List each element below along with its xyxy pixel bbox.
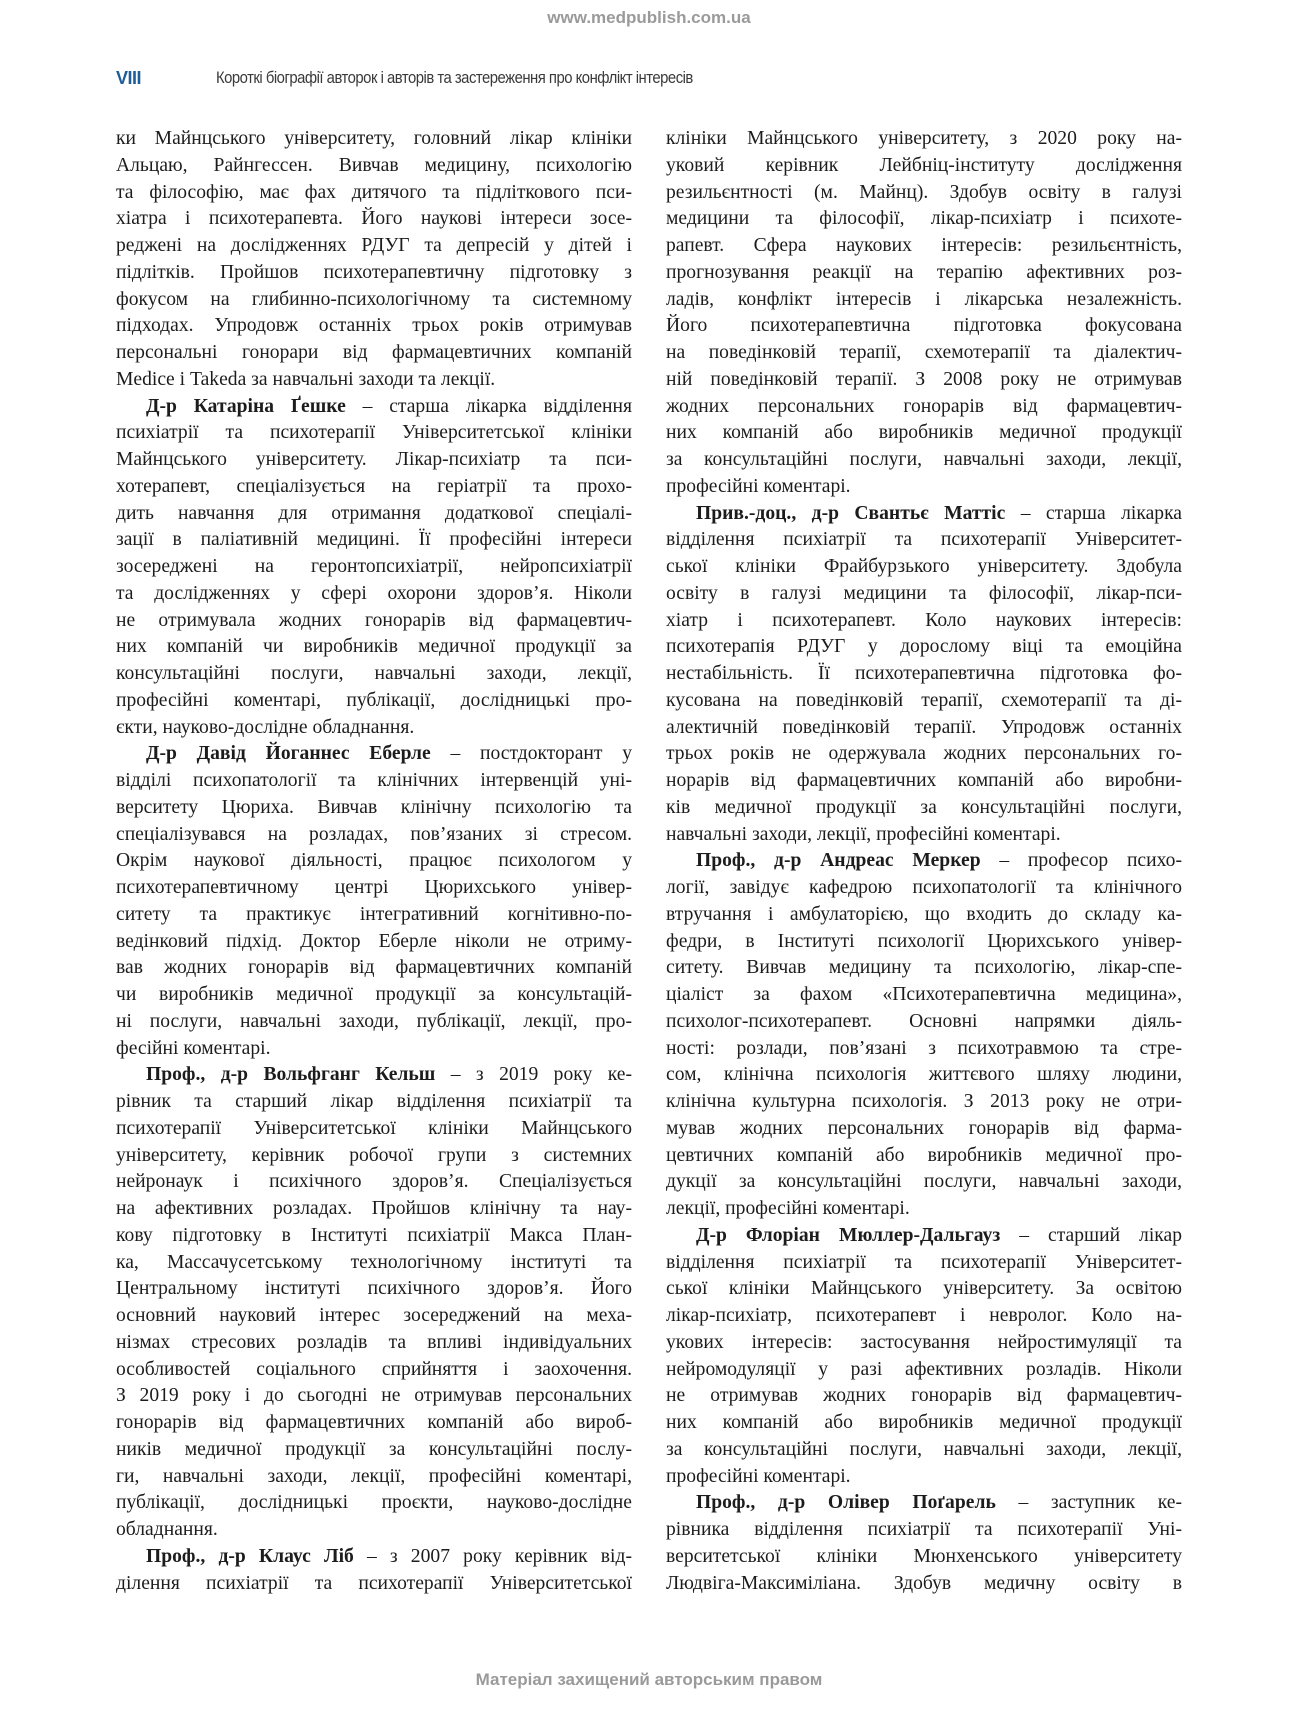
text-line <box>666 554 1182 581</box>
line-text: ділення психіатрії та психотерапії Університетської <box>116 1572 632 1594</box>
line-text: фесійні коментарі. <box>116 1037 271 1059</box>
line-text: З 2019 року і до сьогодні не отримував персональних <box>116 1385 632 1407</box>
line-text: Medice і Takeda за навчальні заходи та лекції. <box>116 368 496 390</box>
line-text: прогнозування реакції на терапію афективних роз- <box>666 261 1182 283</box>
author-name: Проф., д-р Андреас Меркер <box>696 850 981 872</box>
line-text: на афективних розладах. Пройшов клінічну та нау- <box>116 1198 632 1219</box>
text-line <box>666 1464 1182 1491</box>
line-text: хіатра і психотерапевта. Його наукові інтереси зосе- <box>116 208 632 230</box>
line-text: верситетської клініки Мюнхенського університету <box>666 1545 1182 1567</box>
line-text: нестабільність. Її психотерапевтична підготовка фо- <box>666 663 1182 684</box>
text-line <box>116 1330 632 1357</box>
line-text: та філософію, має фах дитячого та підліткового пси- <box>116 181 632 203</box>
text-line <box>116 153 632 180</box>
line-text: дить навчання для отримання додаткової спеціалі- <box>116 502 632 524</box>
text-line <box>666 1544 1182 1571</box>
text-line <box>116 661 632 688</box>
line-text: дукції за консультаційні послуги, навчальні заходи, <box>666 1171 1182 1193</box>
text-line <box>666 1357 1182 1384</box>
line-text: єкти, науково-дослідне обладнання. <box>116 716 415 738</box>
text-line <box>116 1357 632 1384</box>
text-line <box>116 1116 632 1143</box>
text-line <box>666 1276 1182 1303</box>
text-line <box>116 715 632 742</box>
line-text: ситету та практикує інтегративний когнітивно-по- <box>116 903 632 925</box>
line-text: на поведінковій терапії, схемотерапії та діалектич- <box>666 342 1182 363</box>
text-line <box>666 1437 1182 1464</box>
line-text: мував жодних персональних гонорарів від фарма- <box>666 1117 1182 1139</box>
line-text: не отримувала жодних гонорарів від фармацевтич- <box>116 609 632 631</box>
text-line <box>116 581 632 608</box>
text-line <box>666 1517 1182 1544</box>
text-line <box>116 1036 632 1063</box>
line-text: чи виробників медичної продукції за консультацій- <box>116 984 632 1005</box>
line-text: консультаційні послуги, навчальні заходи, лекції, <box>116 663 632 684</box>
text-line <box>666 206 1182 233</box>
text-line <box>116 768 632 795</box>
line-text: ської клініки Фрайбурзького університету. Здобула <box>666 556 1182 577</box>
text-line <box>666 1169 1182 1196</box>
line-text: відділі психопатології та клінічних інтервенцій уні- <box>116 770 632 791</box>
line-text: нізмах стресових розладів та впливі індивідуальних <box>116 1331 632 1353</box>
text-line <box>666 153 1182 180</box>
author-name: Д-р Флоріан Мюллер-Дальгауз <box>696 1224 1001 1246</box>
line-text: нейромодуляції у разі афективних розладів. Ніколи <box>666 1358 1182 1380</box>
text-line <box>116 902 632 929</box>
line-text: рівник та старший лікар відділення психіатрії та <box>116 1091 632 1112</box>
author-name: Проф., д-р Олівер Поґарель <box>696 1492 996 1514</box>
author-name: Д-р Катаріна Ґешке <box>146 395 346 417</box>
line-text: резильєнтності (м. Майнц). Здобув освіту в галузі <box>666 181 1182 203</box>
running-header <box>116 68 1196 92</box>
line-text: фокусом на глибинно-психологічному та системному <box>116 288 632 310</box>
text-line <box>666 1089 1182 1116</box>
right-column <box>666 126 1182 1597</box>
line-text: особливостей соціального сприйняття і заохочення. <box>116 1358 632 1380</box>
line-text: укових інтересів: застосування нейростимуляції та <box>666 1331 1182 1353</box>
line-text: Центральному інституті психічного здоров’я. Його <box>116 1278 632 1300</box>
line-text: підлітків. Пройшов психотерапевтичну підготовку з <box>116 261 632 283</box>
text-line <box>116 1009 632 1036</box>
line-text: персональні гонорари від фармацевтичних компаній <box>116 342 632 363</box>
text-line <box>666 1383 1182 1410</box>
text-line <box>116 1437 632 1464</box>
text-line <box>666 1036 1182 1063</box>
text-line <box>116 447 632 474</box>
line-text: уковий керівник Лейбніц-інституту дослідження <box>666 154 1182 176</box>
text-line <box>116 822 632 849</box>
text-line <box>666 527 1182 554</box>
line-text: гонорарів від фармацевтичних компаній або вироб- <box>116 1412 632 1433</box>
line-text: публікації, дослідницькі проєкти, науково-дослідне <box>116 1492 632 1514</box>
line-text: Людвіга-Максиміліана. Здобув медичну освіту в <box>666 1572 1182 1594</box>
text-line <box>666 420 1182 447</box>
text-line <box>116 313 632 340</box>
line-text: ній поведінковій терапії. З 2008 року не отримував <box>666 368 1182 390</box>
line-text: хотерапевт, спеціалізується на геріатрії та прохо- <box>116 475 632 497</box>
line-text: ні послуги, навчальні заходи, публікації, лекції, про- <box>116 1010 632 1032</box>
line-text: Майнцського університету. Лікар-психіатр та пси- <box>116 449 632 470</box>
text-line <box>666 715 1182 742</box>
page-number: VIII <box>116 68 142 88</box>
text-line <box>116 1169 632 1196</box>
line-text: – заступник ке- <box>995 1492 1182 1514</box>
line-text: професійні коментарі. <box>666 1465 851 1487</box>
text-line <box>666 313 1182 340</box>
text-line <box>666 661 1182 688</box>
line-text: відділення психіатрії та психотерапії Університет- <box>666 529 1182 551</box>
text-line <box>666 340 1182 367</box>
line-text: кову підготовку в Інституті психіатрії Макса План- <box>116 1224 632 1246</box>
text-line <box>666 982 1182 1009</box>
line-text: ка, Массачусетському технологічному інституті та <box>116 1251 632 1273</box>
text-line <box>666 1410 1182 1437</box>
text-line <box>116 929 632 956</box>
text-line <box>666 955 1182 982</box>
line-text: спеціалізувався на розладах, пов’язаних зі стресом. <box>116 823 632 845</box>
text-line <box>666 768 1182 795</box>
line-text: професійні коментарі, публікації, дослідницькі про- <box>116 689 632 711</box>
line-text: ської клініки Майнцського університету. За освітою <box>666 1278 1182 1300</box>
text-line <box>666 260 1182 287</box>
line-text: хіатр і психотерапевт. Коло наукових інтересів: <box>666 609 1182 631</box>
line-text: ги, навчальні заходи, лекції, професійні коментарі, <box>116 1465 632 1487</box>
line-text: психотерапевтичному центрі Цюрихського універ- <box>116 877 632 898</box>
line-text: алектичній поведінковій терапії. Упродовж останніх <box>666 716 1182 738</box>
line-text: ків медичної продукції за консультаційні послуги, <box>666 796 1182 818</box>
line-text: зації в паліативній медицині. Її професійні інтереси <box>116 529 632 551</box>
line-text: федри, в Інституті психології Цюрихського універ- <box>666 930 1182 952</box>
text-line <box>666 180 1182 207</box>
text-line <box>116 848 632 875</box>
line-text: лікар-психіатр, психотерапевт і невролог. Коло на- <box>666 1305 1182 1326</box>
line-text: цевтичних компаній або виробників медичної про- <box>666 1144 1182 1166</box>
text-line <box>116 233 632 260</box>
bio-entry-first-line <box>116 741 632 768</box>
text-line <box>116 634 632 661</box>
text-line <box>116 955 632 982</box>
text-line <box>116 1410 632 1437</box>
line-text: норарів від фармацевтичних компаній або виробни- <box>666 770 1182 791</box>
text-line <box>116 527 632 554</box>
line-text: ників медичної продукції за консультаційні послу- <box>116 1438 632 1460</box>
text-line <box>666 929 1182 956</box>
running-title: Короткі біографії авторок і авторів та застереження про конфлікт інтересів <box>216 69 693 87</box>
line-text: ціаліст за фахом «Психотерапевтична медицина», <box>666 984 1182 1005</box>
bio-entry-first-line <box>666 1223 1182 1250</box>
text-line <box>666 581 1182 608</box>
text-line <box>116 340 632 367</box>
line-text: трьох років не одержувала жодних персональних го- <box>666 743 1182 765</box>
line-text: за консультаційні послуги, навчальні заходи, лекції, <box>666 449 1182 470</box>
text-line <box>116 1490 632 1517</box>
line-text: психотерапії Університетської клініки Майнцського <box>116 1117 632 1139</box>
text-line <box>666 875 1182 902</box>
line-text: ності: розлади, пов’язані з психотравмою та стре- <box>666 1037 1182 1059</box>
text-line <box>666 394 1182 421</box>
line-text: відділення психіатрії та психотерапії Університет- <box>666 1251 1182 1273</box>
line-text: університету, керівник робочої групи з системних <box>116 1144 632 1166</box>
text-line <box>666 1571 1182 1598</box>
text-line <box>116 1250 632 1277</box>
text-line <box>666 1330 1182 1357</box>
line-text: – старша лікарка <box>1005 502 1182 524</box>
line-text: психотерапія РДУГ у дорослому віці та емоційна <box>666 636 1182 658</box>
bio-entry-first-line <box>666 501 1182 528</box>
text-line <box>666 1116 1182 1143</box>
text-line <box>666 902 1182 929</box>
line-text: психолог-психотерапевт. Основні напрямки діяль- <box>666 1010 1182 1032</box>
text-line <box>666 233 1182 260</box>
text-line <box>666 447 1182 474</box>
line-text: кусована на поведінковій терапії, схемотерапії та ді- <box>666 689 1182 711</box>
line-text: – старший лікар <box>1000 1224 1182 1246</box>
line-text: жодних персональних гонорарів від фармацевтич- <box>666 395 1182 417</box>
text-line <box>116 1383 632 1410</box>
text-line <box>666 1196 1182 1223</box>
text-line <box>666 795 1182 822</box>
text-line <box>116 554 632 581</box>
author-name: Прив.-доц., д-р Свантьє Маттіс <box>696 502 1006 524</box>
line-text: рапевт. Сфера наукових інтересів: резильєнтність, <box>666 235 1182 256</box>
line-text: ведінковий підхід. Доктор Еберле ніколи не отриму- <box>116 930 632 952</box>
text-line <box>666 1009 1182 1036</box>
author-name: Д-р Давід Йоганнес Еберле <box>146 743 431 765</box>
left-column <box>116 126 632 1597</box>
text-line <box>116 1143 632 1170</box>
text-line <box>116 1517 632 1544</box>
text-line <box>666 367 1182 394</box>
text-line <box>666 474 1182 501</box>
line-text: – постдокторант у <box>430 743 632 765</box>
text-line <box>666 1303 1182 1330</box>
text-line <box>116 1196 632 1223</box>
text-line <box>116 367 632 394</box>
copyright-watermark: Матеріал захищений авторським правом <box>475 1670 823 1689</box>
line-text: втручання і амбулаторією, що входить до складу ка- <box>666 903 1182 925</box>
text-line <box>116 287 632 314</box>
text-line <box>116 1223 632 1250</box>
line-text: – старша лікарка відділення <box>345 395 632 417</box>
line-text: них компаній або виробників медичної продукції <box>666 422 1182 444</box>
text-line <box>666 822 1182 849</box>
text-line <box>666 126 1182 153</box>
line-text: психіатрії та психотерапії Університетської клініки <box>116 422 632 444</box>
text-line <box>666 688 1182 715</box>
line-text: та дослідженнях у сфері охорони здоров’я. Ніколи <box>116 582 632 604</box>
text-line <box>116 795 632 822</box>
text-line <box>666 287 1182 314</box>
text-line <box>116 1571 632 1598</box>
text-line <box>116 206 632 233</box>
bio-entry-first-line <box>116 1062 632 1089</box>
line-text: за консультаційні послуги, навчальні заходи, лекції, <box>666 1438 1182 1460</box>
text-line <box>116 260 632 287</box>
line-text: клініки Майнцського університету, з 2020 року на- <box>666 128 1182 149</box>
line-text: них компаній або виробників медичної продукції <box>666 1412 1182 1433</box>
text-line <box>116 875 632 902</box>
bio-entry-first-line <box>116 1544 632 1571</box>
text-line <box>666 608 1182 635</box>
bio-entry-first-line <box>666 1490 1182 1517</box>
line-text: освіту в галузі медицини та філософії, лікар-пси- <box>666 582 1182 604</box>
bio-entry-first-line <box>666 848 1182 875</box>
line-text: логії, завідує кафедрою психопатології та клінічного <box>666 877 1182 898</box>
line-text: них компаній чи виробників медичної продукції за <box>116 636 632 658</box>
text-line <box>666 1250 1182 1277</box>
line-text: медицини та філософії, лікар-психіатр і психоте- <box>666 208 1182 230</box>
text-line <box>116 501 632 528</box>
text-line <box>666 1062 1182 1089</box>
line-text: підходах. Упродовж останніх трьох років отримував <box>116 315 632 337</box>
line-text: Окрім наукової діяльності, працює психологом у <box>116 850 632 872</box>
line-text: навчальні заходи, лекції, професійні коментарі. <box>666 823 1061 845</box>
line-text: ситету. Вивчав медицину та психологію, лікар-спе- <box>666 957 1182 979</box>
text-line <box>116 1276 632 1303</box>
line-text: вав жодних гонорарів від фармацевтичних компаній <box>116 957 632 979</box>
line-text: верситету Цюриха. Вивчав клінічну психологію та <box>116 796 632 818</box>
line-text: клінічна культурна психологія. З 2013 року не отри- <box>666 1091 1182 1112</box>
text-line <box>116 420 632 447</box>
line-text: ки Майнцського університету, головний лікар клініки <box>116 128 632 149</box>
line-text: – з 2007 року керівник від- <box>353 1545 632 1567</box>
line-text: основний науковий інтерес зосереджений на меха- <box>116 1305 632 1326</box>
text-line <box>666 1143 1182 1170</box>
text-line <box>116 1303 632 1330</box>
line-text: реджені на дослідженнях РДУГ та депресій у дітей і <box>116 235 632 256</box>
text-line <box>666 741 1182 768</box>
text-line <box>116 608 632 635</box>
text-line <box>116 1464 632 1491</box>
line-text: рівника відділення психіатрії та психотерапії Уні- <box>666 1519 1182 1540</box>
line-text: – з 2019 року ке- <box>435 1064 632 1086</box>
watermark-url: www.medpublish.com.ua <box>547 8 751 27</box>
line-text: професійні коментарі. <box>666 475 851 497</box>
bio-entry-first-line <box>116 394 632 421</box>
line-text: зосереджені на геронтопсихіатрії, нейропсихіатрії <box>116 556 632 577</box>
text-line <box>116 180 632 207</box>
line-text: лекції, професійні коментарі. <box>666 1198 910 1219</box>
line-text: ладів, конфлікт інтересів і лікарська незалежність. <box>666 288 1182 310</box>
line-text: нейронаук і психічного здоров’я. Спеціалізується <box>116 1171 632 1193</box>
line-text: – професор психо- <box>980 850 1182 872</box>
line-text: Його психотерапевтична підготовка фокусована <box>666 315 1182 337</box>
author-name: Проф., д-р Клаус Ліб <box>146 1545 354 1567</box>
text-line <box>116 688 632 715</box>
text-line <box>116 1089 632 1116</box>
author-name: Проф., д-р Вольфганг Кельш <box>146 1064 436 1086</box>
text-line <box>116 126 632 153</box>
line-text: не отримував жодних гонорарів від фармацевтич- <box>666 1385 1182 1407</box>
line-text: обладнання. <box>116 1519 218 1540</box>
line-text: сом, клінічна психологія життєвого шляху людини, <box>666 1064 1182 1086</box>
line-text: Альцаю, Райнгессен. Вивчав медицину, психологію <box>116 154 632 176</box>
text-line <box>666 634 1182 661</box>
text-line <box>116 474 632 501</box>
text-line <box>116 982 632 1009</box>
